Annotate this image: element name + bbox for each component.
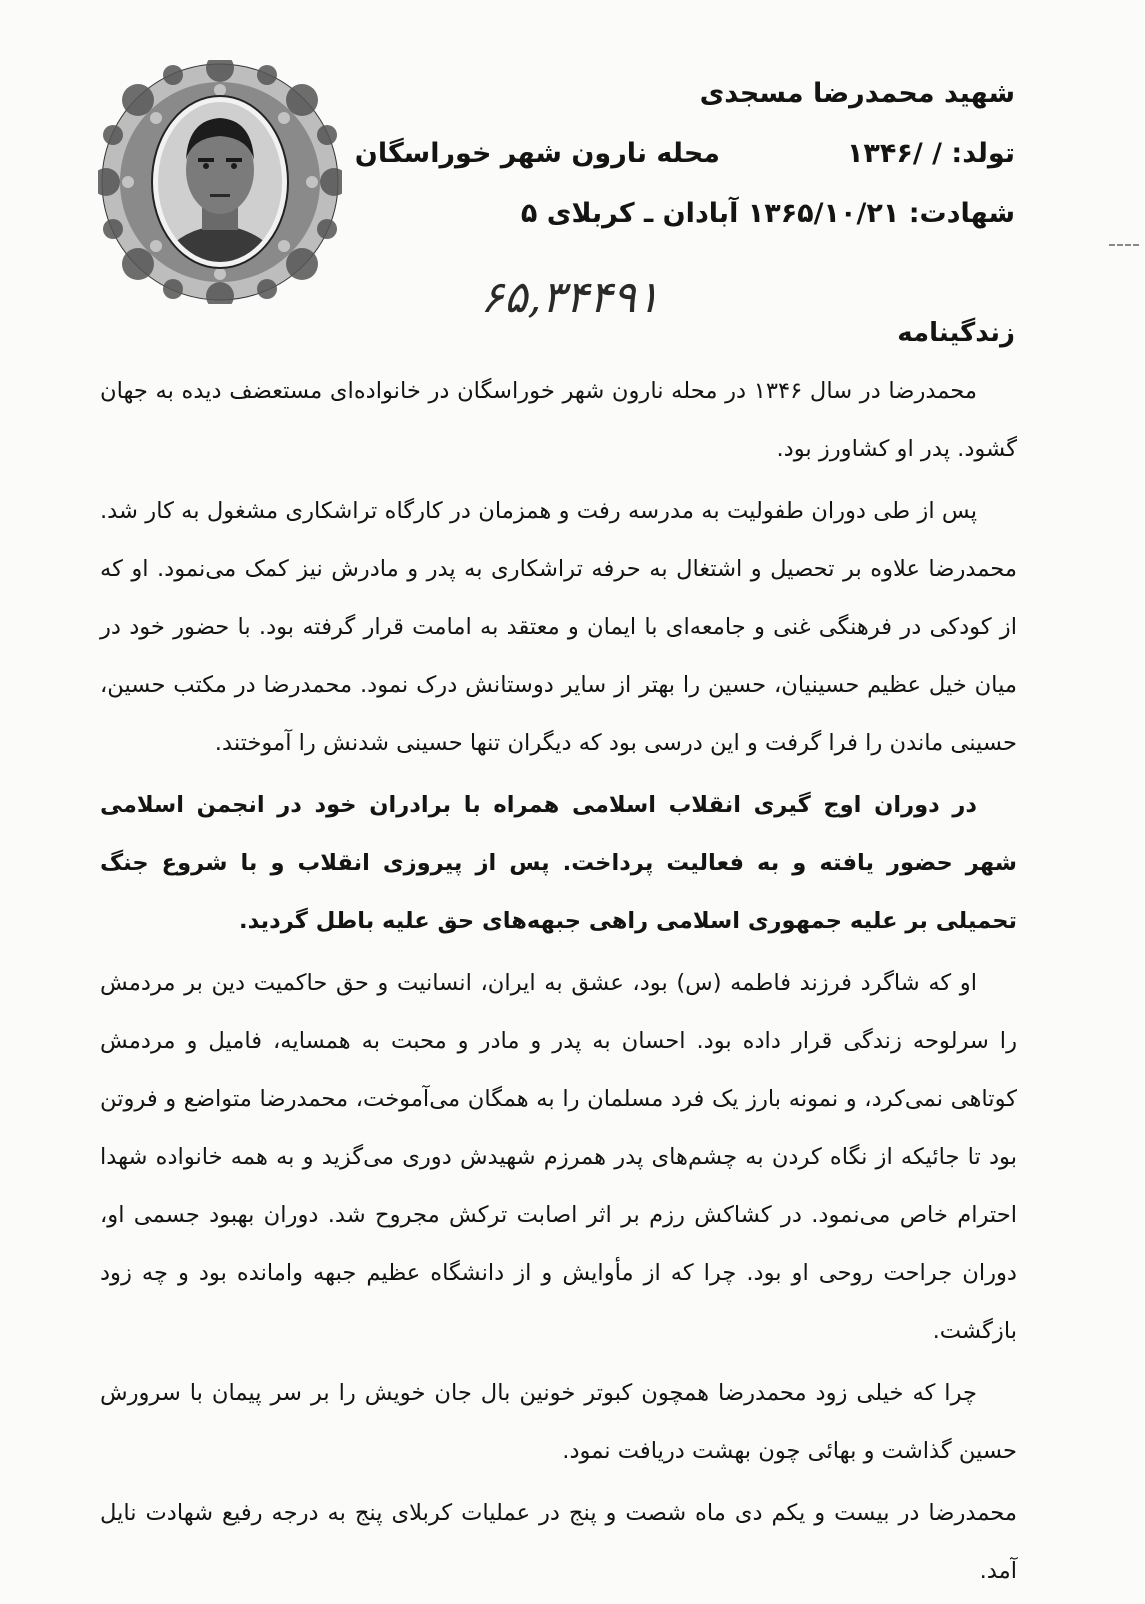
handwritten-number <box>420 262 720 332</box>
birth-place: محله نارون شهر خوراسگان <box>354 138 720 169</box>
biography-text <box>100 362 1017 1604</box>
portrait-photo <box>98 60 342 304</box>
martyr-name: شهید محمدرضا مسجدی <box>699 78 1015 109</box>
birth-date: تولد: / /۱۳۴۶ <box>846 138 1015 169</box>
paragraph-6: محمدرضا در بیست و یکم دی ماه شصت و پنج در عملیات کربلای پنج به درجه رفیع شهادت نایل آمد. <box>100 1500 1017 1584</box>
paragraph-2: پس از طی دوران طفولیت به مدرسه رفت و همزمان در کارگاه تراشکاری مشغول به کار شد. محمدرضا علاوه بر تحصیل و اشتغال به حرفه تراشکاری به پدر و مادرش نیز کمک می‌نمود. او که از کودکی در فرهنگی غنی و جامعه‌ای با ایمان و معتقد به امامت قرار گرفته بود. با حضور خود در میان خیل عظیم حسینیان، حسین را بهتر از سایر دوستانش درک نمود. محمدرضا در مکتب حسین، حسینی ماندن را فرا گرفت و این درسی بود که دیگران تنها حسینی شدنش را آموختند. <box>100 498 1017 756</box>
paragraph-4: او که شاگرد فرزند فاطمه (س) بود، عشق به ایران، انسانیت و حق حاکمیت دین بر مردمش را سرلوحه زندگی قرار داده بود. احسان به پدر و مادر و محبت به همسایه، فامیل و مردمش کوتاهی نمی‌کرد، و نمونه بارز یک فرد مسلمان را به همگان می‌آموخت، محمدرضا متواضع و فروتن بود تا جائیکه از نگاه کردن به چشم‌های پدر همرزم شهیدش دوری می‌گزید و به همه خانواده شهدا احترام خاص می‌نمود. در کشاکش رزم بر اثر اصابت ترکش مجروح شد. دوران بهبود جسمی او، دوران جراحت روحی او بود. چرا که از مأوایش و از دانشگاه عظیم جبهه وامانده بود و چه زود بازگشت. <box>100 970 1017 1344</box>
edge-mark <box>1109 244 1139 248</box>
paragraph-3: در دوران اوج گیری انقلاب اسلامی همراه با برادران خود در انجمن اسلامی شهر حضور یافته و به فعالیت پرداخت. پس از پیروزی انقلاب و با شروع جنگ تحمیلی بر علیه جمهوری اسلامی راهی جبهه‌های حق علیه باطل گردید. <box>100 792 1017 934</box>
handwritten-number-text: ۶۵,۳۴۴۹۱ <box>480 272 660 323</box>
paragraph-1: محمدرضا در سال ۱۳۴۶ در محله نارون شهر خوراسگان در خانواده‌ای مستعضف دیده به جهان گشود. پدر او کشاورز بود. <box>100 378 1017 462</box>
paragraph-5: چرا که خیلی زود محمدرضا همچون کبوتر خونین بال جان خویش را بر سر پیمان با سرورش حسین گذاشت و بهائی چون بهشت دریافت نمود. <box>100 1380 1017 1464</box>
martyrdom-info: شهادت: ۱۳۶۵/۱۰/۲۱ آبادان ـ کربلای ۵ <box>520 198 1015 229</box>
section-title: زندگینامه <box>897 318 1015 348</box>
